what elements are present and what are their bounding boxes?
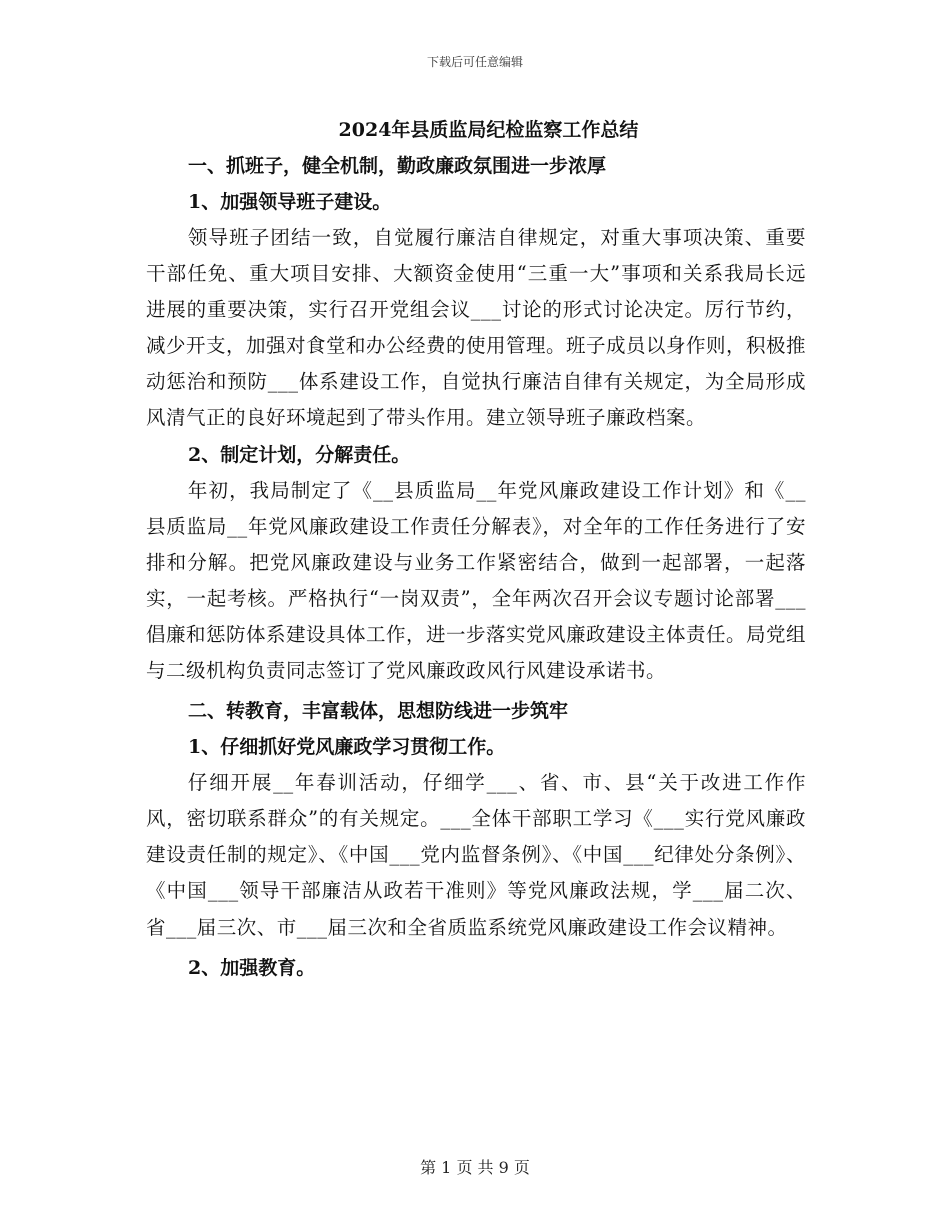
document-body — [146, 112, 806, 986]
section-1-sub-1-paragraph: 领导班子团结一致，自觉履行廉洁自律规定，对重大事项决策、重要干部任免、重大项目安排、大额资金使用“三重一大”事项和关系我局长远进展的重要决策，实行召开党组会议___讨论的形式讨论决定。厉行节约，减少开支，加强对食堂和办公经费的使用管理。班子成员以身作则，积极推动惩治和预防___体系建设工作，自觉执行廉洁自律有关规定，为全局形成风清气正的良好环境起到了带头作用。建立领导班子廉政档案。 — [146, 226, 807, 430]
section-1-sub-2-paragraph: 年初，我局制定了《__县质监局__年党风廉政建设工作计划》和《__县质监局__年党风廉政建设工作责任分解表》，对全年的工作任务进行了安排和分解。把党风廉政建设与业务工作紧密结合，做到一起部署，一起落实，一起考核。严格执行“一岗双责”，全年两次召开会议专题讨论部署___倡廉和惩防体系建设具体工作，进一步落实党风廉政建设主体责任。局党组与二级机构负责同志签订了党风廉政政风行风建设承诺书。 — [146, 478, 807, 683]
section-1-heading: 一、抓班子，健全机制，勤政廉政氛围进一步浓厚 — [188, 155, 607, 177]
section-2-sub-1-paragraph: 仔细开展__年春训活动，仔细学___、省、市、县“关于改进工作作风，密切联系群众”的有关规定。___全体干部职工学习《___实行党风廉政建设责任制的规定》、《中国___党内监督条例》、《中国___纪律处分条例》、《中国___领导干部廉洁从政若干准则》等党风廉政法规，学___届二次、省___届三次、市___届三次和全省质监系统党风廉政建设工作会议精神。 — [146, 771, 806, 939]
section-2-sub-2-heading: 2、加强教育。 — [188, 956, 316, 979]
document-title: 2024年县质监局纪检监察工作总结 — [338, 119, 639, 141]
section-1-sub-2-heading: 2、制定计划，分解责任。 — [188, 443, 411, 466]
header-note: 下载后可任意编辑 — [426, 55, 523, 69]
section-1-sub-1-heading: 1、加强领导班子建设。 — [188, 191, 392, 213]
section-2-sub-1-heading: 1、仔细抓好党风廉政学习贯彻工作。 — [188, 736, 506, 759]
section-2-heading: 二、转教育，丰富载体，思想防线进一步筑牢 — [188, 700, 569, 723]
page-number-footer: 第 1 页 共 9 页 — [420, 1158, 530, 1177]
